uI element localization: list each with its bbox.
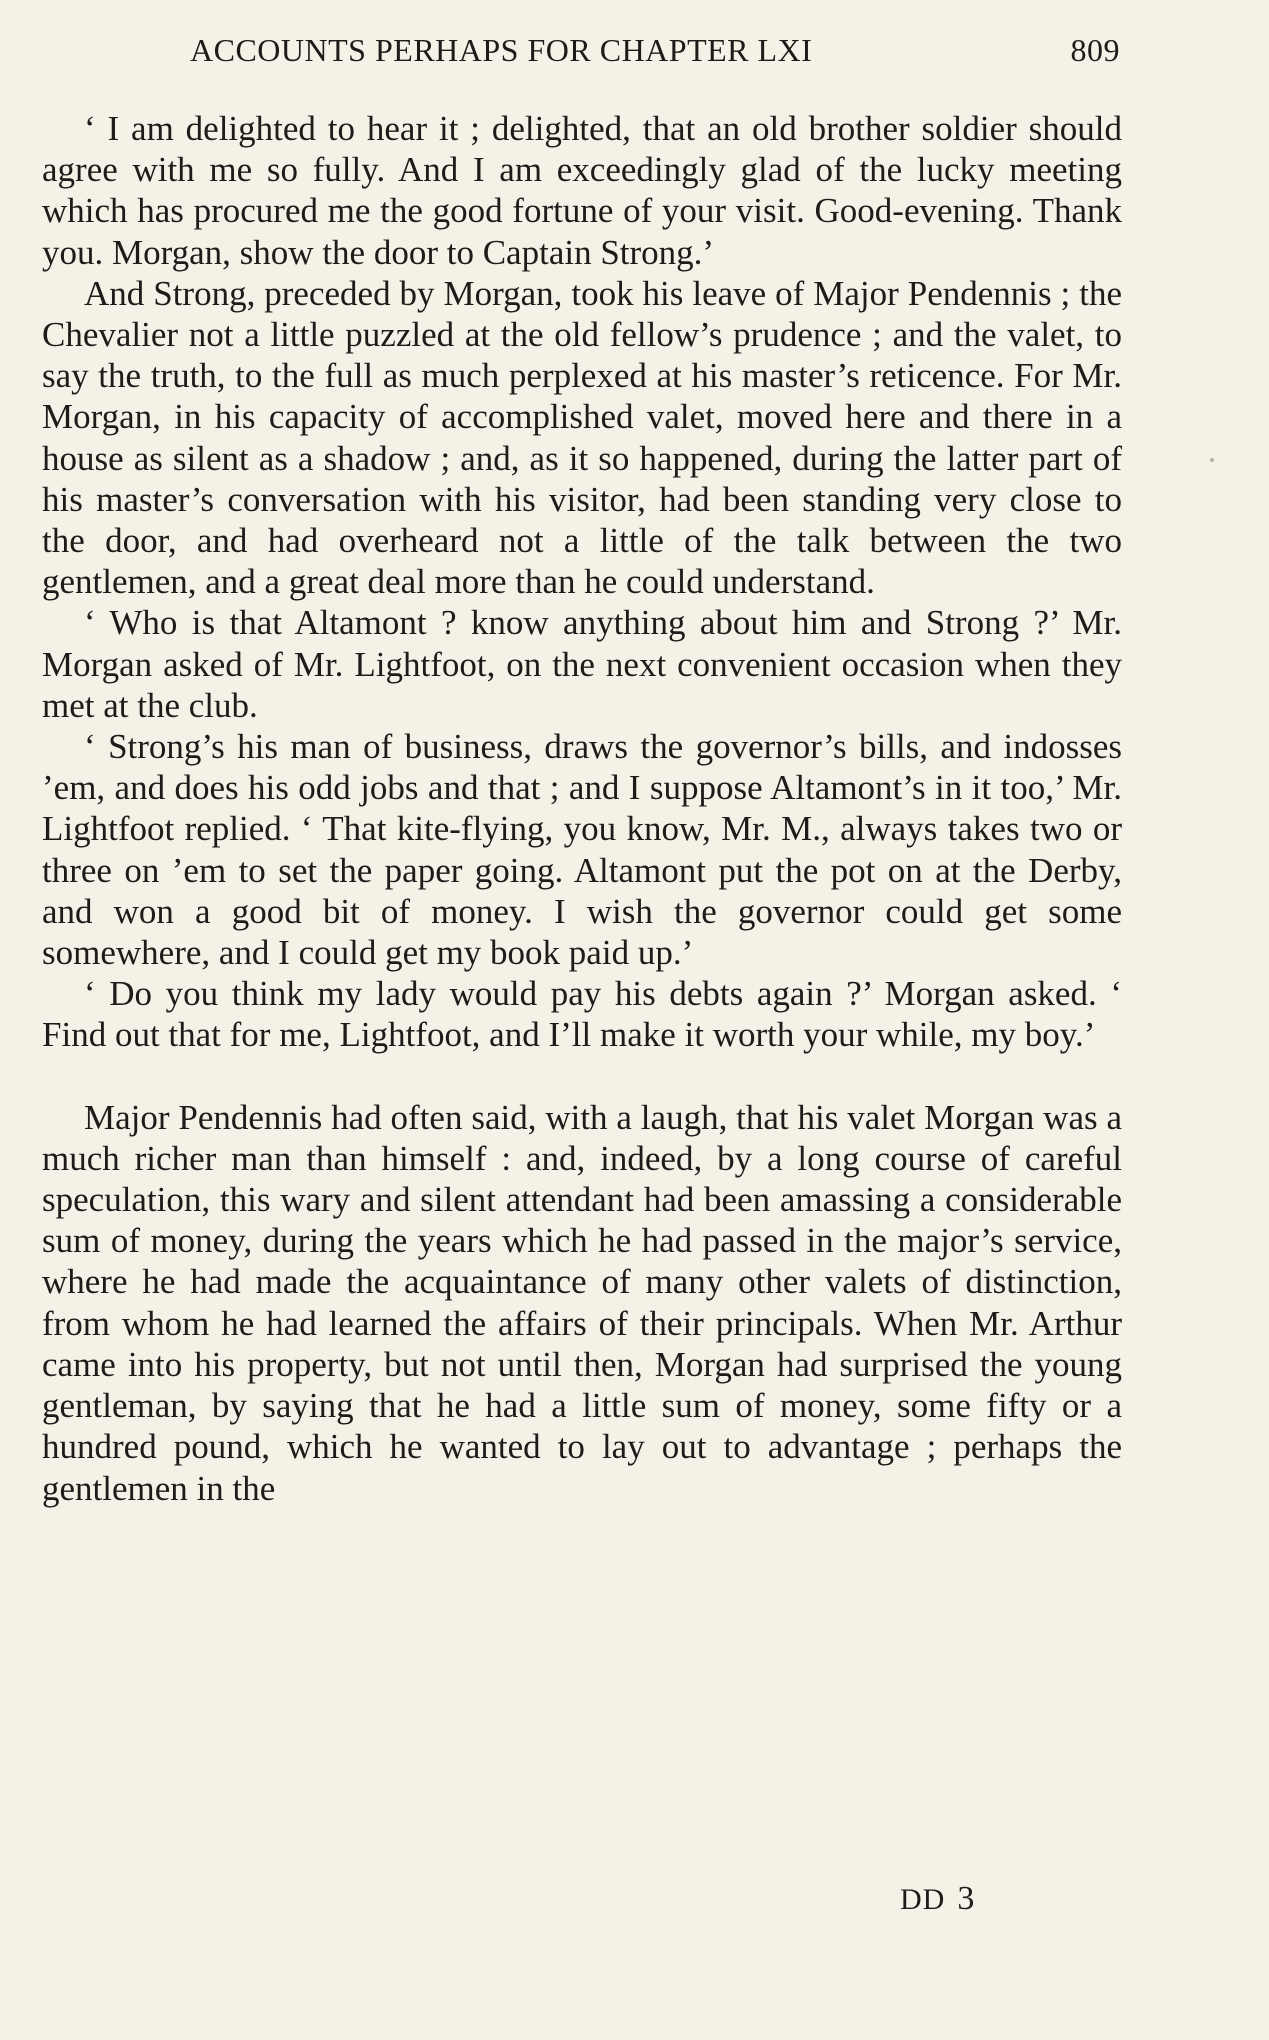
paragraph-2: And Strong, preceded by Morgan, took his leave of Major Pendennis ; the Chevalier not a little puzzled at the old fellow’s prudence ; and the valet, to say the truth, to the full as much perplexed at his master’s reticence. For Mr. Morgan, in his capacity of accomplished valet, moved here and there in a house as silent as a shadow ; and, as it so happened, during the latter part of his master’s conversation with his visitor, had been standing very close to the door, and had overheard not a little of the talk between the two gentlemen, and a great deal more than he could understand.: [42, 273, 1122, 602]
running-head: [190, 32, 1120, 72]
paragraph-5: ‘ Do you think my lady would pay his debts again ?’ Morgan asked. ‘ Find out that for me, Lightfoot, and I’ll make it worth your while, my boy.’: [42, 974, 1122, 1055]
signature-number: 3: [957, 1880, 976, 1917]
paper-fleck: [1210, 458, 1214, 462]
paragraph-6: Major Pendennis had often said, with a laugh, that his valet Morgan was a much richer man than himself : and, indeed, by a long course of careful speculation, this wary and silent attendant had been amassing a considerable sum of money, during the years which he had passed in the major’s service, where he had made the acquaintance of many other valets of distinction, from whom he had learned the affairs of their principals. When Mr. Arthur came into his property, but not until then, Morgan had surprised the young gentleman, by saying that he had a little sum of money, some fifty or a hundred pound, which he wanted to lay out to advantage ; perhaps the gentlemen in the: [42, 1097, 1122, 1508]
paragraph-4: ‘ Strong’s his man of business, draws the governor’s bills, and indosses ’em, and does his odd jobs and that ; and I suppose Altamont’s in it too,’ Mr. Lightfoot replied. ‘ That kite-flying, you know, Mr. M., always takes two or three on ’em to set the paper going. Altamont put the pot on at the Derby, and won a good bit of money. I wish the governor could get some somewhere, and I could get my book paid up.’: [42, 727, 1122, 973]
paragraph-1: ‘ I am delighted to hear it ; delighted, that an old brother soldier should agree with me so fully. And I am exceedingly glad of the lucky meeting which has procured me the good fortune of your visit. Good-evening. Thank you. Morgan, show the door to Captain Strong.’: [42, 109, 1122, 272]
running-title: ACCOUNTS PERHAPS FOR CHAPTER LXI: [190, 32, 813, 68]
body-text: [42, 108, 1122, 1509]
section-break: [42, 1056, 1122, 1097]
printer-signature: [900, 1880, 975, 1918]
paragraph-3: ‘ Who is that Altamont ? know anything about him and Strong ?’ Mr. Morgan asked of Mr. Lightfoot, on the next convenient occasion when they met at the club.: [42, 603, 1122, 725]
signature-letters: DD: [900, 1883, 946, 1916]
page-number: 809: [1070, 32, 1120, 68]
